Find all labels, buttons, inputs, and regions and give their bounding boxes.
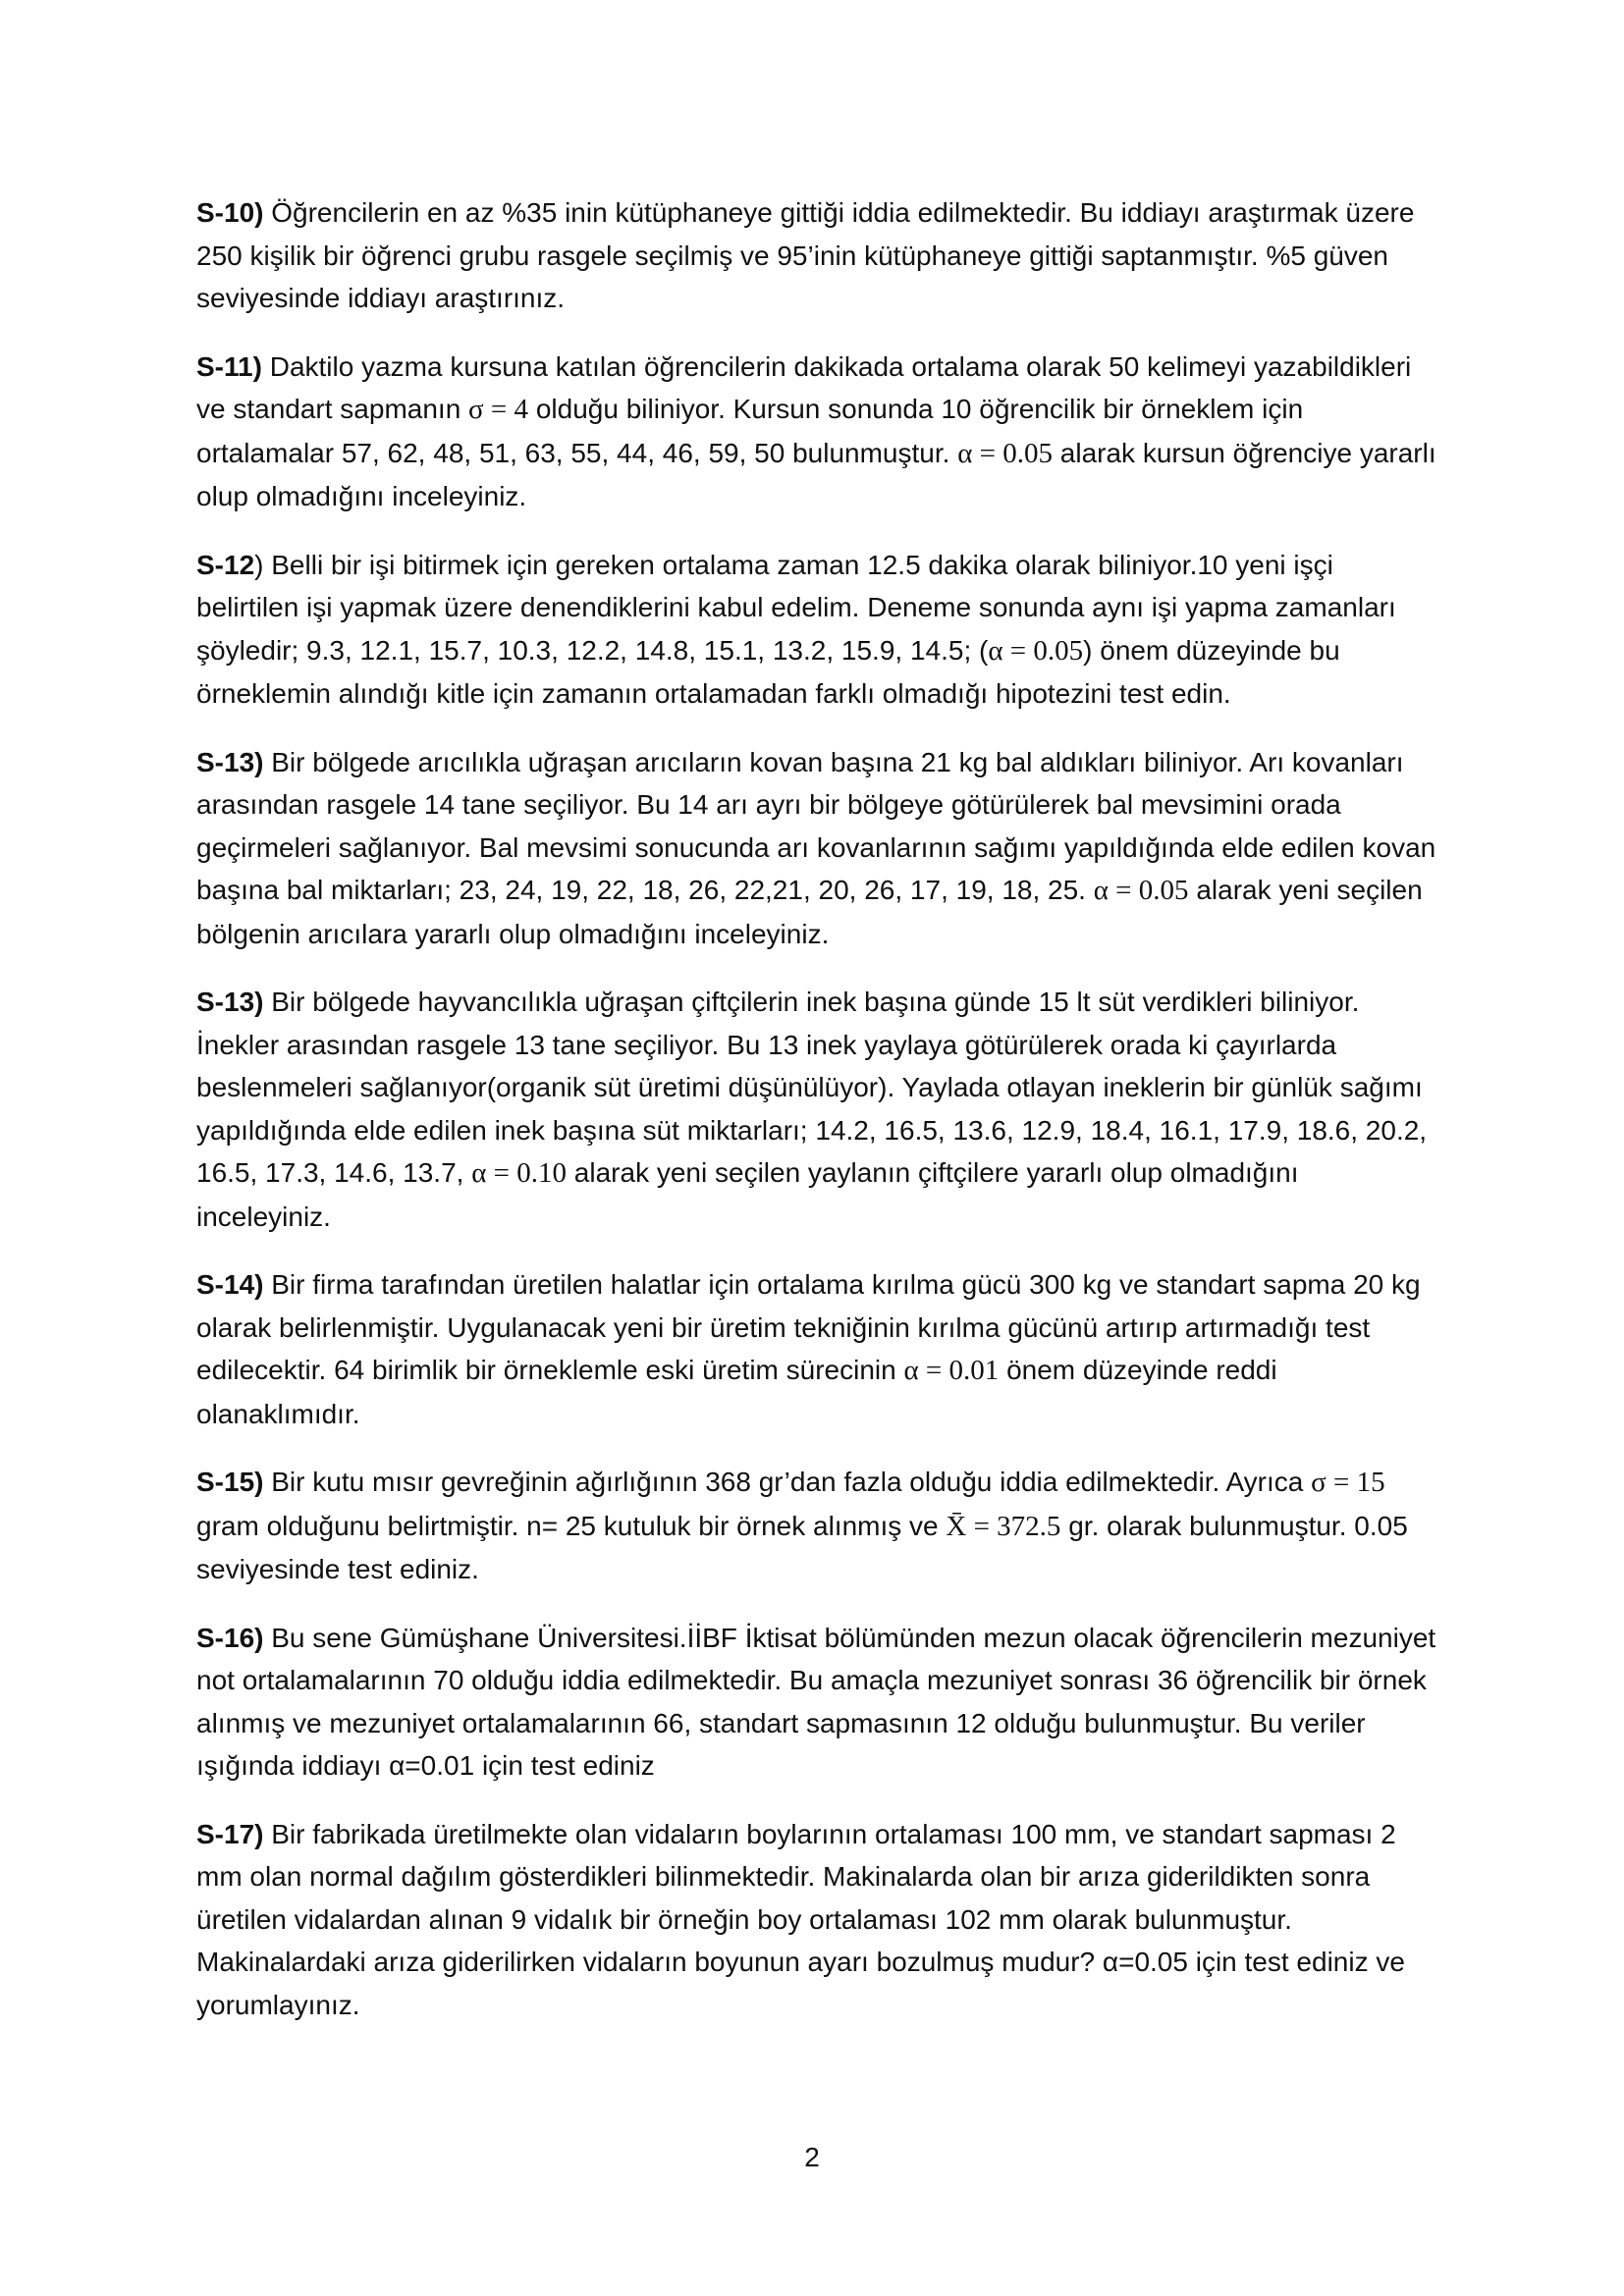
question-text: gr. olarak bulunmuştur. 0.05 seviyesinde test ediniz. [196,1510,1408,1584]
question-text: olduğu biliniyor. Kursun sonunda 10 öğrencilik bir örneklem için ortalamalar 57, 62, 48, 51, 63, 55, 44, 46, 59, 50 bulunmuştur. [196,394,1304,468]
question-text: Öğrencilerin en az %35 inin kütüphaneye gittiği iddia edilmektedir. Bu iddiayı araştırmak üzere 250 kişilik bir öğrenci grubu rasgele seçilmiş ve 95’inin kütüphaneye gittiği saptanmıştır. %5 güven seviyesinde iddiayı araştırınız. [196,197,1415,313]
question-s14 [196,1263,1439,1435]
question-text: Daktilo yazma kursuna katılan öğrencilerin dakikada ortalama olarak 50 kelimeyi yazabildikleri ve standart sapmanın [196,350,1412,424]
question-label: S-15) [196,1467,264,1497]
question-text: alarak yeni seçilen bölgenin arıcılara yararlı olup olmadığını inceleyiniz. [196,875,1423,949]
math-expression: α = 0.01 [903,1355,1000,1386]
math-expression: σ = 15 [1311,1467,1385,1498]
question-text: Bir kutu mısır gevreğinin ağırlığının 368 gr’dan fazla olduğu iddia edilmektedir. Ayrıca [263,1467,1312,1497]
question-s10 [196,191,1439,320]
question-text: Bir firma tarafından üretilen halatlar için ortalama kırılma gücü 300 kg ve standart sapma 20 kg olarak belirlenmiştir. Uygulanacak yeni bir üretim tekniğinin kırılma gücünü artırıp artırmadığı test edilecektir. 64 birimlik bir örneklemle eski üretim sürecinin [196,1269,1421,1385]
question-text: önem düzeyinde reddi olanaklımıdır. [196,1355,1277,1429]
page-number: 2 [804,2142,820,2172]
math-expression: α = 0.05 [957,437,1053,469]
question-label: S-14) [196,1269,264,1300]
math-expression: α = 0.05 [1093,875,1189,906]
question-s12 [196,544,1439,716]
question-label: S-11) [196,350,262,382]
question-label: S-12 [196,549,255,580]
question-text: ) Belli bir işi bitirmek için gereken ortalama zaman 12.5 dakika olarak biliniyor.10 yeni işçi belirtilen işi yapmak üzere denendiklerini kabul edelim. Deneme sonunda aynı işi yapma zamanları şöyledir; 9.3, 12.1, 15.7, 10.3, 12.2, 14.8, 15.1, 13.2, 15.9, 14.5; ( [196,549,1396,666]
question-text: gram olduğunu belirtmiştir. n= 25 kutuluk bir örnek alınmış ve [196,1510,947,1541]
question-text: Bir bölgede arıcılıkla uğraşan arıcıların kovan başına 21 kg bal aldıkları biliniyor. Arı kovanları arasından rasgele 14 tane seçiliyor. Bu 14 arı ayrı bir bölgeye götürülerek bal mevsimini orada geçirmeleri sağlanıyor. Bal mevsimi sonucunda arı kovanlarının sağımı yapıldığında elde edilen kovan başına bal miktarları; 23, 24, 19, 22, 18, 26, 22,21, 20, 26, 17, 19, 18, 25. [196,746,1436,905]
question-text: Bu sene Gümüşhane Üniversitesi.İİBF İktisat bölümünden mezun olacak öğrencilerin mezuniyet not ortalamalarının 70 olduğu iddia edilmektedir. Bu amaçla mezuniyet sonrası 36 öğrencilik bir örnek alınmış ve mezuniyet ortalamalarının 66, standart sapmasının 12 olduğu bulunmuştur. Bu veriler ışığında iddiayı α=0.01 için test ediniz [196,1622,1436,1781]
question-s15 [196,1461,1439,1591]
question-s16 [196,1617,1439,1788]
question-text: Bir fabrikada üretilmekte olan vidaların boylarının ortalaması 100 mm, ve standart sapması 2 mm olan normal dağılım gösterdikleri bilinmektedir. Makinalarda olan bir arıza giderildikten sonra üretilen vidalardan alınan 9 vidalık bir örneğin boy ortalaması 102 mm olarak bulunmuştur. Makinalardaki arıza giderilirken vidaların boyunun ayarı bozulmuş mudur? α=0.05 için test ediniz ve yorumlayınız. [196,1818,1405,2020]
math-expression: X̄ = 372.5 [946,1510,1061,1542]
question-s13-cows [196,981,1439,1238]
question-s13-bees [196,741,1439,956]
question-label: S-17) [196,1818,264,1849]
question-label: S-13) [196,987,264,1017]
question-text: alarak yeni seçilen yaylanın çiftçilere yararlı olup olmadığını inceleyiniz. [196,1157,1299,1232]
question-label: S-13) [196,746,264,777]
question-text: alarak kursun öğrenciye yararlı olup olmadığını inceleyiniz. [196,437,1436,511]
question-label: S-16) [196,1622,264,1653]
math-expression: α = 0.10 [471,1157,568,1189]
question-text: ) önem düzeyinde bu örneklemin alındığı kitle için zamanın ortalamadan farklı olmadığı hipotezini test edin. [196,634,1340,709]
question-s11 [196,346,1439,518]
question-label: S-10) [196,197,264,228]
math-expression: σ = 4 [468,394,529,425]
math-expression: α = 0.05 [988,634,1084,667]
question-s17 [196,1813,1439,2027]
question-list [196,191,1439,2052]
question-text: Bir bölgede hayvancılıkla uğraşan çiftçilerin inek başına günde 15 lt süt verdikleri biliniyor. İnekler arasından rasgele 13 tane seçiliyor. Bu 13 inek yaylaya götürülerek orada ki çayırlarda beslenmeleri sağlanıyor(organik süt üretimi düşünülüyor). Yaylada otlayan ineklerin bir günlük sağımı yapıldığında elde edilen inek başına süt miktarları; 14.2, 16.5, 13.6, 12.9, 18.4, 16.1, 17.9, 18.6, 20.2, 16.5, 17.3, 14.6, 13.7, [196,987,1428,1188]
